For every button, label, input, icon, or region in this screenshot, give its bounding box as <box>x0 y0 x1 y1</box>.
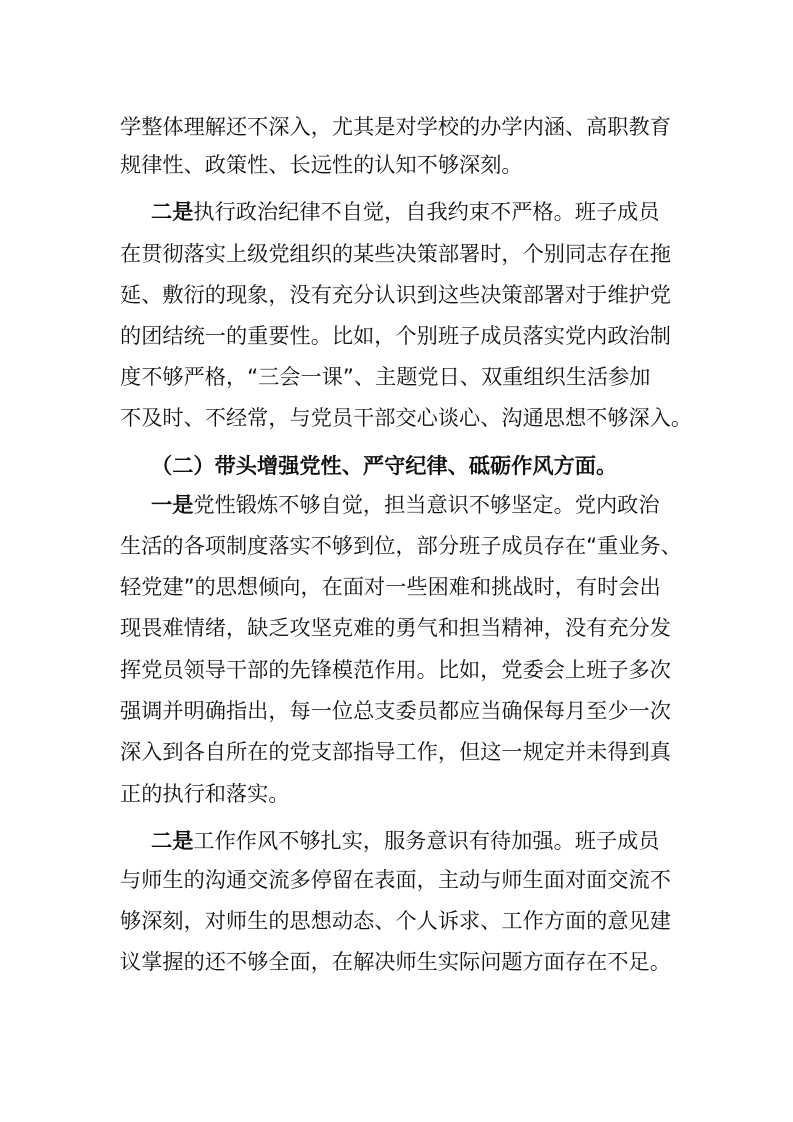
paragraph-line: 现畏难情绪，缺乏攻坚克难的勇气和担当精神，没有充分发 <box>120 615 671 640</box>
paragraph-line: 生活的各项制度落实不够到位，部分班子成员存在“重业务、 <box>120 533 682 558</box>
paragraph-line: 强调并明确指出，每一位总支委员都应当确保每月至少一次 <box>120 698 671 723</box>
paragraph-line: 延、敷衍的现象，没有充分认识到这些决策部署对于维护党 <box>120 282 671 307</box>
paragraph-line: 轻党建”的思想倾向，在面对一些困难和挑战时，有时会出 <box>120 574 661 599</box>
paragraph-line: 深入到各自所在的党支部指导工作，但这一规定并未得到真 <box>120 739 671 764</box>
paragraph-line: 度不够严格，“三会一课”、主题党日、双重组织生活参加 <box>120 364 651 389</box>
paragraph-line <box>151 198 660 226</box>
line-text: 工作作风不够扎实，服务意识有待加强。班子成员 <box>193 828 660 853</box>
paragraph-line: 的团结统一的重要性。比如，个别班子成员落实党内政治制 <box>120 323 671 348</box>
paragraph-line: 不及时、不经常，与党员干部交心谈心、沟通思想不够深入。 <box>120 405 693 430</box>
line-text: 执行政治纪律不自觉，自我约束不严格。班子成员 <box>193 199 660 224</box>
paragraph-line <box>151 491 660 519</box>
paragraph-line: 挥党员领导干部的先锋模范作用。比如，党委会上班子多次 <box>120 657 671 682</box>
paragraph-line: 规律性、政策性、长远性的认知不够深刻。 <box>120 152 523 177</box>
line-text: 党性锻炼不够自觉，担当意识不够坚定。党内政治 <box>193 492 660 517</box>
section-heading: （二）带头增强党性、严守纪律、砥砺作风方面。 <box>151 453 618 478</box>
lead-in-text: 二是 <box>151 199 194 224</box>
paragraph-line: 在贯彻落实上级党组织的某些决策部署时，个别同志存在拖 <box>120 241 671 266</box>
paragraph-line: 学整体理解还不深入，尤其是对学校的办学内涵、高职教育 <box>120 114 671 139</box>
lead-in-text: 一是 <box>151 492 194 517</box>
lead-in-text: 二是 <box>151 828 194 853</box>
paragraph-line: 议掌握的还不够全面，在解决师生实际问题方面存在不足。 <box>120 949 671 974</box>
paragraph-line: 与师生的沟通交流多停留在表面，主动与师生面对面交流不 <box>120 867 671 892</box>
paragraph-line: 正的执行和落实。 <box>120 781 290 806</box>
paragraph-line: 够深刻，对师生的思想动态、个人诉求、工作方面的意见建 <box>120 908 671 933</box>
paragraph-line <box>151 827 660 855</box>
